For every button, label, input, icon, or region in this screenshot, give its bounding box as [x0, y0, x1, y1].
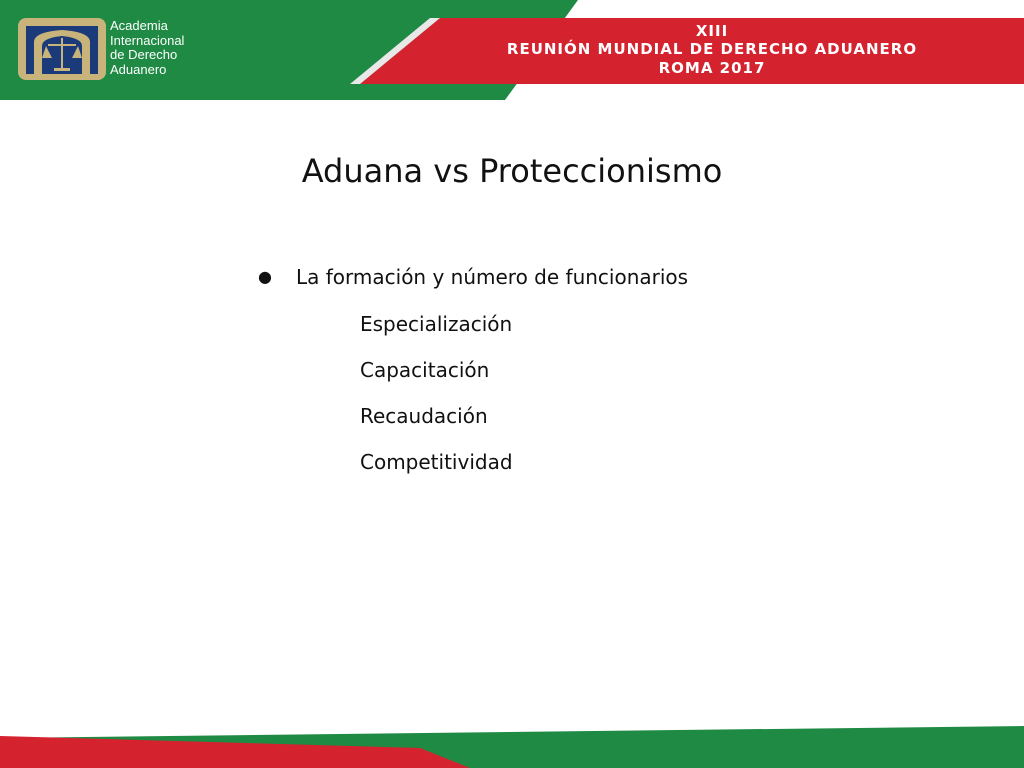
sub-item: Recaudación: [360, 404, 488, 428]
sub-item: Especialización: [360, 312, 513, 336]
bullet-icon: ●: [258, 267, 272, 286]
sub-item: Capacitación: [360, 358, 490, 382]
academy-logo: [18, 18, 106, 80]
academy-name-line: de Derecho: [110, 47, 178, 62]
bullet-text: La formación y número de funcionarios: [296, 265, 689, 289]
scales-of-justice-icon: [18, 18, 106, 80]
event-location-year: ROMA 2017: [658, 59, 766, 77]
event-name: REUNIÓN MUNDIAL DE DERECHO ADUANERO: [506, 40, 918, 58]
academy-name: [110, 19, 184, 77]
slide-title: Aduana vs Proteccionismo: [301, 152, 723, 190]
academy-name-line: Academia: [110, 18, 168, 33]
footer-band: [0, 718, 1024, 768]
sub-item: Competitividad: [360, 450, 513, 474]
academy-name-line: Aduanero: [110, 61, 167, 77]
event-banner: [400, 18, 1024, 84]
bullet-item: [258, 265, 688, 289]
event-edition: XIII: [695, 22, 729, 40]
academy-name-line: Internacional: [110, 32, 185, 48]
